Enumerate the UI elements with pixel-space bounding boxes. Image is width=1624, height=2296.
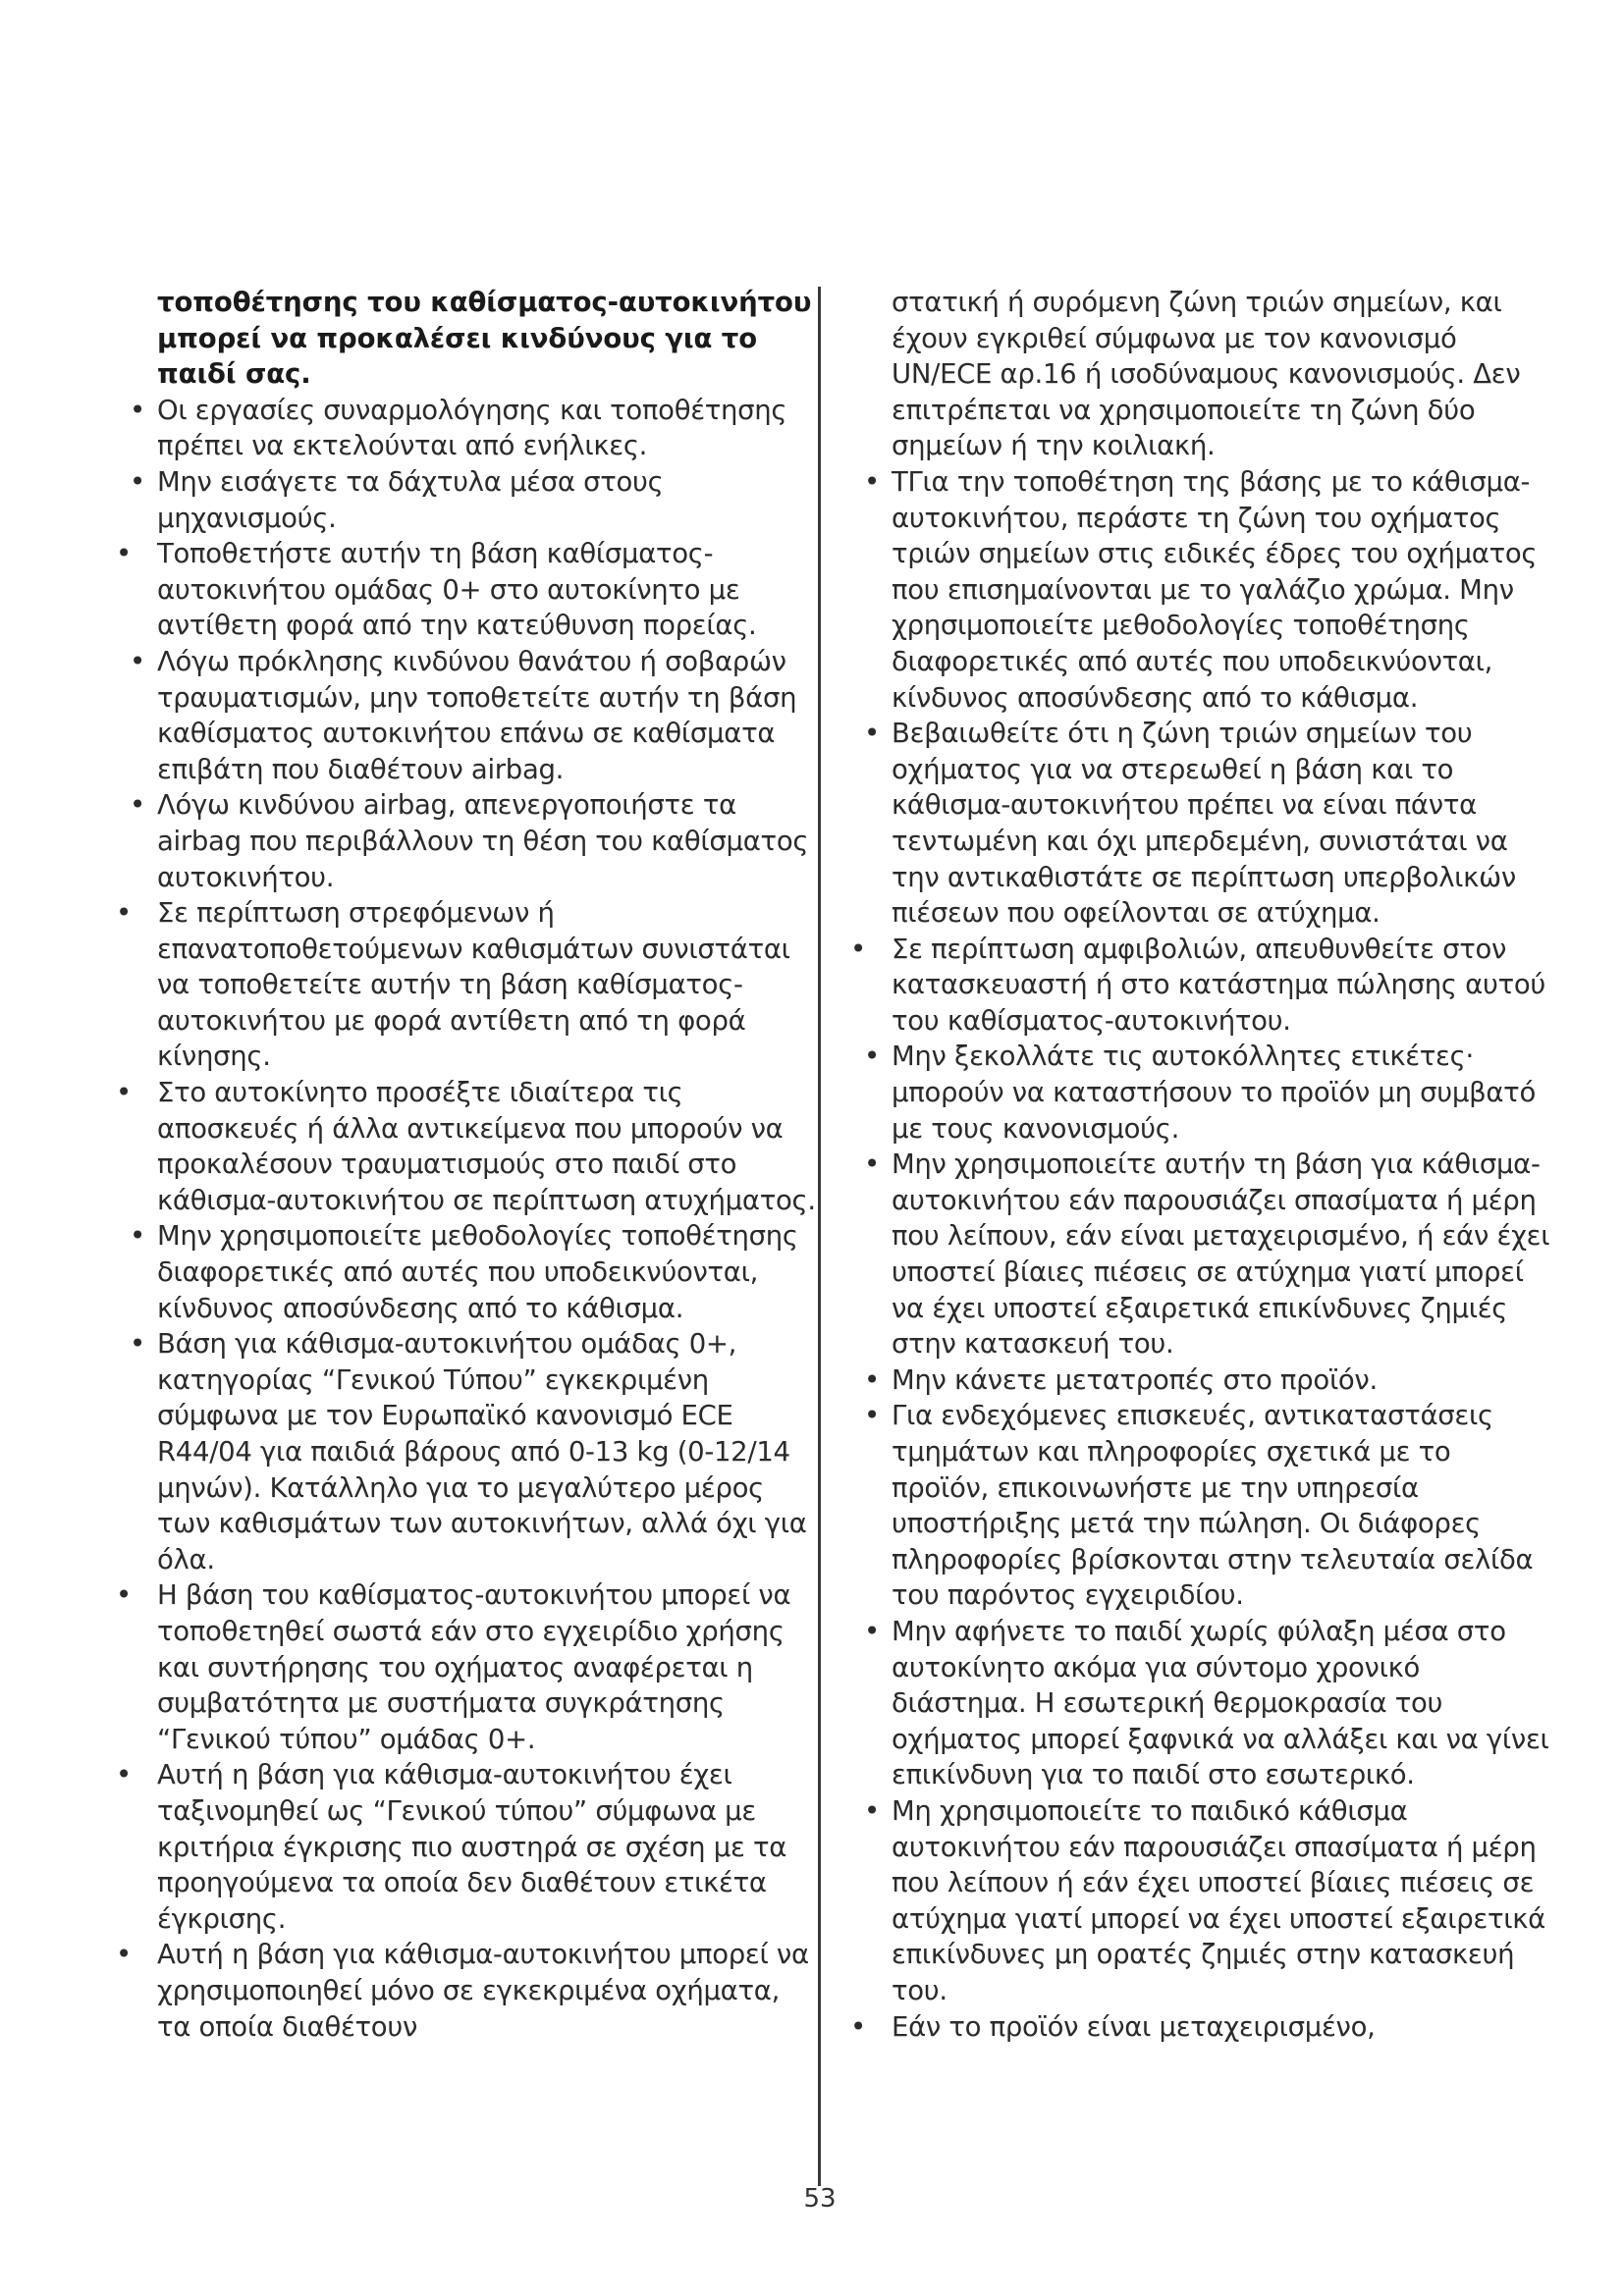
bullet-icon: • [864, 1041, 880, 1073]
list-item [116, 1218, 818, 1326]
list-item-text: Οι εργασίες συναρμολόγησης και τοποθέτησης πρέπει να εκτελούνται από ενήλικες. [157, 394, 787, 462]
list-item [116, 393, 818, 464]
list-item [850, 1614, 1551, 1793]
warning-heading: τοποθέτησης του καθίσματος-αυτοκινήτου μπορεί να προκαλέσει κινδύνους για το παιδί σας. [157, 287, 812, 391]
bullet-icon: • [130, 465, 145, 498]
bullet-icon: • [130, 645, 145, 677]
list-item-text: Στο αυτοκίνητο προσέξτε ιδιαίτερα τις αποσκευές ή άλλα αντικείμενα που μπορούν να προκαλέσουν τραυματισμούς στο παιδί στο κάθισμα-αυτοκινήτου σε περίπτωση ατυχήματος. [157, 1077, 816, 1216]
list-item [116, 895, 818, 1075]
list-item-text: Μη χρησιμοποιείτε το παιδικό κάθισμα αυτοκινήτου εάν παρουσιάζει σπασίματα ή μέρη που λείπουν ή εάν έχει υποστεί βίαιες πιέσεις σε ατύχημα γιατί μπορεί να έχει υποστεί εξαιρετικά επικίνδυνες μη ορατές ζημιές στην κατασκευή του. [892, 1794, 1545, 2006]
list-item-text: Μην αφήνετε το παιδί χωρίς φύλαξη μέσα στο αυτοκίνητο ακόμα για σύντομο χρονικό διάστημα. Η εσωτερική θερμοκρασία του οχήματος μπορεί ξαφνικά να αλλάξει και να γίνει επικίνδυνη για το παιδί στο εσωτερικό. [892, 1615, 1549, 1791]
continuation-paragraph: στατική ή συρόμενη ζώνη τριών σημείων, και έχουν εγκριθεί σύμφωνα με τον κανονισμό UN/ECE αρ.16 ή ισοδύναμους κανονισμούς. Δεν επιτρέπεται να χρησιμοποιείτε τη ζώνη δύο σημείων ή την κοιλιακή. [892, 287, 1521, 462]
list-item [850, 2009, 1551, 2046]
list-item [116, 1326, 818, 1577]
column-divider [818, 287, 821, 2186]
list-item [850, 1039, 1551, 1147]
list-item-text: Αυτή η βάση για κάθισμα-αυτοκινήτου έχει ταξινομηθεί ως “Γενικού τύπου” σύμφωνα με κριτήρια έγκρισης πιο αυστηρά σε σχέση με τα προηγούμενα τα οποία δεν διαθέτουν ετικέτα έγκρισης. [157, 1759, 787, 1935]
bullet-icon: • [864, 1794, 880, 1827]
bullet-icon: • [864, 1363, 880, 1396]
bullet-icon: • [116, 897, 132, 930]
list-item-text: Λόγω πρόκλησης κινδύνου θανάτου ή σοβαρών τραυματισμών, μην τοποθετείτε αυτήν τη βάση καθίσματος αυτοκινήτου επάνω σε καθίσματα επιβάτη που διαθέτουν airbag. [157, 645, 797, 785]
bullet-icon: • [116, 1759, 132, 1791]
list-item [850, 1147, 1551, 1362]
bullet-icon: • [116, 1939, 132, 1971]
list-item-text: ΤΓια την τοποθέτηση της βάσης με το κάθισμα-αυτοκινήτου, περάστε τη ζώνη του οχήματος τριών σημείων στις ειδικές έδρες του οχήματος που επισημαίνονται με το γαλάζιο χρώμα. Μην χρησιμοποιείτε μεθοδολογίες τοποθέτησης διαφορετικές από αυτές που υποδεικνύονται, κίνδυνος αποσύνδεσης από το κάθισμα. [892, 465, 1538, 714]
list-item [116, 787, 818, 895]
list-item [116, 1937, 818, 2045]
list-item-text: Μην χρησιμοποιείτε αυτήν τη βάση για κάθισμα-αυτοκινήτου εάν παρουσιάζει σπασίματα ή μέρη που λείπουν, εάν είναι μεταχειρισμένο, ή εάν έχει υποστεί βίαιες πιέσεις σε ατύχημα γιατί μπορεί να έχει υποστεί εξαιρετικά επικίνδυνες ζημιές στην κατασκευή του. [892, 1148, 1550, 1361]
list-item [116, 464, 818, 536]
list-item-text: Τοποθετήστε αυτήν τη βάση καθίσματος-αυτοκινήτου ομάδας 0+ στο αυτοκίνητο με αντίθετη φορά από την κατεύθυνση πορείας. [157, 538, 757, 642]
bullet-icon: • [116, 1579, 132, 1612]
list-item [116, 1757, 818, 1937]
list-item-text: Αυτή η βάση για κάθισμα-αυτοκινήτου μπορεί να χρησιμοποιηθεί μόνο σε εγκεκριμένα οχήματα, τα οποία διαθέτουν [157, 1939, 809, 2043]
bullet-icon: • [116, 538, 132, 570]
list-item-text: Βεβαιωθείτε ότι η ζώνη τριών σημείων του οχήματος για να στερεωθεί η βάση και το κάθισμα-αυτοκινήτου πρέπει να είναι πάντα τεντωμένη και όχι μπερδεμένη, συνιστάται να την αντικαθιστάτε σε περίπτωση υπερβολικών πιέσεων που οφείλονται σε ατύχημα. [892, 718, 1516, 930]
bullet-icon: • [864, 718, 880, 750]
bullet-icon: • [864, 1148, 880, 1181]
bullet-icon: • [864, 1615, 880, 1647]
list-item [850, 932, 1551, 1040]
left-column [116, 285, 818, 2045]
bullet-icon: • [864, 465, 880, 498]
left-bullet-list [116, 393, 818, 2045]
list-item-text: Μην χρησιμοποιείτε μεθοδολογίες τοποθέτησης διαφορετικές από αυτές που υποδεικνύονται, κίνδυνος αποσύνδεσης από το κάθισμα. [157, 1220, 798, 1324]
list-item [850, 716, 1551, 932]
list-item-text: Μην κάνετε μετατροπές στο προϊόν. [892, 1363, 1378, 1396]
page-number: 53 [803, 2184, 837, 2214]
right-bullet-list [850, 464, 1551, 2045]
bullet-icon: • [130, 1328, 145, 1361]
list-item-text: Βάση για κάθισμα-αυτοκινήτου ομάδας 0+, κατηγορίας “Γενικού Τύπου” εγκεκριμένη σύμφωνα με τον Ευρωπαϊκό κανονισμό ECE R44/04 για παιδιά βάρους από 0-13 kg (0-12/14 μηνών). Κατάλληλο για το μεγαλύτερο μέρος των καθισμάτων των αυτοκινήτων, αλλά όχι για όλα. [157, 1328, 807, 1575]
list-item [850, 1362, 1551, 1399]
list-item-text: Μην ξεκολλάτε τις αυτοκόλλητες ετικέτες· μπορούν να καταστήσουν το προϊόν μη συμβατό με τους κανονισμούς. [892, 1041, 1536, 1145]
bullet-icon: • [130, 1220, 145, 1253]
bullet-icon: • [850, 933, 866, 965]
list-item-text: Για ενδεχόμενες επισκευές, αντικαταστάσεις τμημάτων και πληροφορίες σχετικά με το προϊόν, επικοινωνήστε με την υπηρεσία υποστήριξης μετά την πώληση. Οι διάφορες πληροφορίες βρίσκονται στην τελευταία σελίδα του παρόντος εγχειριδίου. [892, 1400, 1534, 1612]
list-item [850, 1793, 1551, 2009]
list-item [850, 464, 1551, 716]
list-item-text: Μην εισάγετε τα δάχτυλα μέσα στους μηχανισμούς. [157, 465, 664, 534]
bullet-icon: • [864, 1400, 880, 1432]
list-item-text: Η βάση του καθίσματος-αυτοκινήτου μπορεί να τοποθετηθεί σωστά εάν στο εγχειρίδιο χρήσης και συντήρησης του οχήματος αναφέρεται η συμβατότητα με συστήματα συγκράτησης “Γενικού τύπου” ομάδας 0+. [157, 1579, 791, 1755]
list-item [116, 644, 818, 787]
bullet-icon: • [130, 394, 145, 426]
list-item-text: Λόγω κινδύνου airbag, απενεργοποιήστε τα airbag που περιβάλλουν τη θέση του καθίσματος αυτοκινήτου. [157, 789, 809, 893]
list-item [850, 1398, 1551, 1614]
list-item [116, 1075, 818, 1218]
right-column [850, 285, 1551, 2045]
list-item-text: Εάν το προϊόν είναι μεταχειρισμένο, [892, 2010, 1376, 2043]
list-item-text: Σε περίπτωση αμφιβολιών, απευθυνθείτε στον κατασκευαστή ή στο κατάστημα πώλησης αυτού του καθίσματος-αυτοκινήτου. [892, 933, 1545, 1037]
list-item-text: Σε περίπτωση στρεφόμενων ή επανατοποθετούμενων καθισμάτων συνιστάται να τοποθετείτε αυτήν τη βάση καθίσματος-αυτοκινήτου με φορά αντίθετη από τη φορά κίνησης. [157, 897, 790, 1073]
bullet-icon: • [130, 789, 145, 822]
list-item [116, 1577, 818, 1757]
list-item [116, 536, 818, 644]
bullet-icon: • [850, 2010, 866, 2043]
bullet-icon: • [116, 1077, 132, 1109]
